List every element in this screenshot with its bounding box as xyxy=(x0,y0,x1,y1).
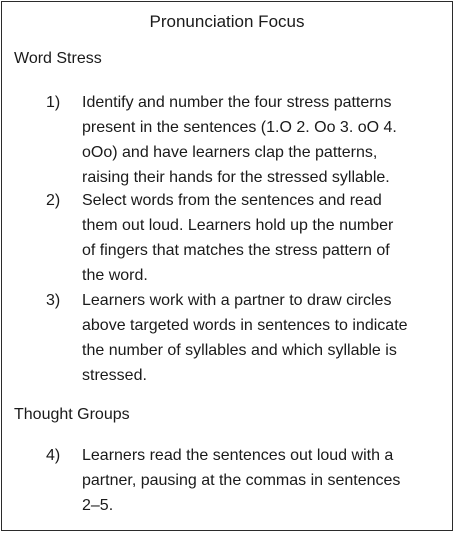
section-heading-thought-groups: Thought Groups xyxy=(14,406,130,423)
item-line: above targeted words in sentences to indicate xyxy=(82,317,408,334)
item-line: Identify and number the four stress patterns xyxy=(82,94,392,111)
item-line: raising their hands for the stressed syllable. xyxy=(82,169,390,186)
item-line: present in the sentences (1.O 2. Oo 3. oO 4. xyxy=(82,119,397,136)
item-text xyxy=(82,90,428,190)
item-line: the word. xyxy=(82,267,148,284)
item-number: 3) xyxy=(46,292,61,309)
item-line: the number of syllables and which syllable is xyxy=(82,342,397,359)
item-text xyxy=(82,288,428,388)
item-line: them out loud. Learners hold up the number xyxy=(82,217,394,234)
item-line: oOo) and have learners clap the patterns, xyxy=(82,144,378,161)
item-line: stressed. xyxy=(82,367,147,384)
item-line: partner, pausing at the commas in sentences xyxy=(82,472,401,489)
item-line: Learners work with a partner to draw circles xyxy=(82,292,392,309)
item-text xyxy=(82,443,428,518)
item-number: 1) xyxy=(46,94,61,111)
item-line: Select words from the sentences and read xyxy=(82,192,382,209)
item-number: 2) xyxy=(46,192,61,209)
box-title: Pronunciation Focus xyxy=(149,12,305,31)
item-line: Learners read the sentences out loud with a xyxy=(82,447,394,464)
item-line: of fingers that matches the stress pattern of xyxy=(82,242,390,259)
section-heading-word-stress: Word Stress xyxy=(14,50,102,67)
item-line: 2–5. xyxy=(82,497,114,514)
item-number: 4) xyxy=(46,447,61,464)
item-text xyxy=(82,188,428,288)
pronunciation-focus-box xyxy=(1,1,453,531)
